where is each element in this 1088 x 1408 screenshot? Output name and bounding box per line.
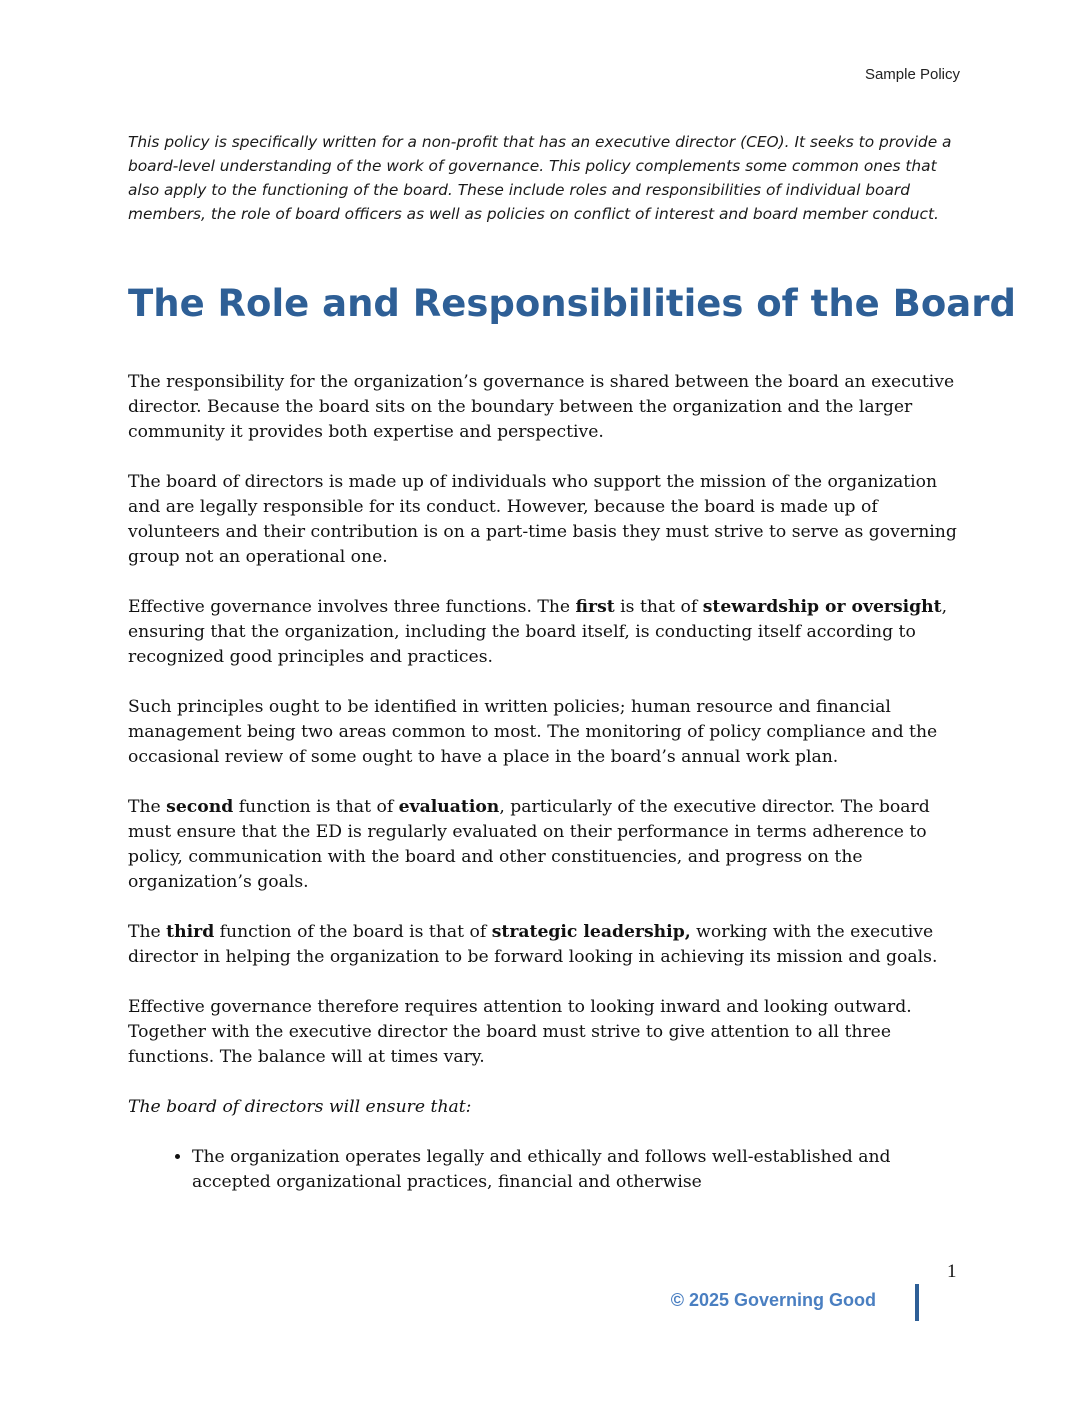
emphasis-stewardship: stewardship or oversight xyxy=(702,597,942,617)
page-title: The Role and Responsibilities of the Board xyxy=(128,282,1016,325)
copyright-notice: © 2025 Governing Good xyxy=(670,1290,876,1310)
emphasis-evaluation: evaluation xyxy=(398,797,500,817)
bullet-list xyxy=(128,1145,960,1195)
paragraph-6-text: The xyxy=(128,922,167,942)
emphasis-first: first xyxy=(575,597,615,617)
paragraph-4: Such principles ought to be identified in written policies; human resource and financial management being two areas common to most. The monitoring of policy compliance and the occasional review of some ought to have a place in the board’s annual work plan. xyxy=(128,697,938,767)
paragraph-5-text: The xyxy=(128,797,167,817)
header-label: Sample Policy xyxy=(864,66,960,83)
paragraph-3-text: Effective governance involves three functions. The xyxy=(128,597,576,617)
emphasis-third: third xyxy=(166,922,215,942)
paragraph-7: Effective governance therefore requires attention to looking inward and looking outward. Together with the executive director the board must strive to give attention to all three functions. The balance will at times vary. xyxy=(128,997,912,1067)
paragraph-6 xyxy=(128,920,960,970)
page-number: 1 xyxy=(947,1261,957,1282)
emphasis-second: second xyxy=(166,797,234,817)
paragraph-2: The board of directors is made up of individuals who support the mission of the organization and are legally responsible for its conduct. However, because the board is made up of volunteers and their contribution is on a part-time basis they must strive to serve as governing group not an operational one. xyxy=(128,472,957,567)
paragraph-5-text: function is that of xyxy=(233,797,399,817)
footer-divider xyxy=(915,1284,919,1321)
paragraph-5 xyxy=(128,795,960,895)
paragraph-8-italic: The board of directors will ensure that: xyxy=(128,1097,472,1117)
paragraph-5-text: , particularly of the executive director. The board must ensure that the ED is regularly evaluated on their performance in terms adherence to policy, communication with the board and other constituencies, and progress on the organization’s goals. xyxy=(128,797,930,892)
paragraph-3-text: is that of xyxy=(614,597,703,617)
paragraph-6-text: working with the executive director in helping the organization to be forward looking in achieving its mission and goals. xyxy=(128,922,938,967)
document-body xyxy=(128,370,960,1195)
paragraph-1: The responsibility for the organization’s governance is shared between the board an executive director. Because the board sits on the boundary between the organization and the larger community it provides both expertise and perspective. xyxy=(128,372,955,442)
intro-note: This policy is specifically written for a non-profit that has an executive director (CEO). It seeks to provide a board-level understanding of the work of governance. This policy complements some common ones that also apply to the functioning of the board. These include roles and responsibilities of individual board members, the role of board officers as well as policies on conflict of interest and board member conduct. xyxy=(128,133,952,223)
paragraph-6-text: function of the board is that of xyxy=(214,922,492,942)
emphasis-strategic-leadership: strategic leadership, xyxy=(491,922,691,942)
paragraph-3-text: , ensuring that the organization, including the board itself, is conducting itself according to recognized good principles and practices. xyxy=(128,597,948,667)
list-item: • The organization operates legally and ethically and follows well-established and accepted organizational practices, financial and otherwise xyxy=(192,1145,960,1195)
paragraph-3 xyxy=(128,595,960,670)
